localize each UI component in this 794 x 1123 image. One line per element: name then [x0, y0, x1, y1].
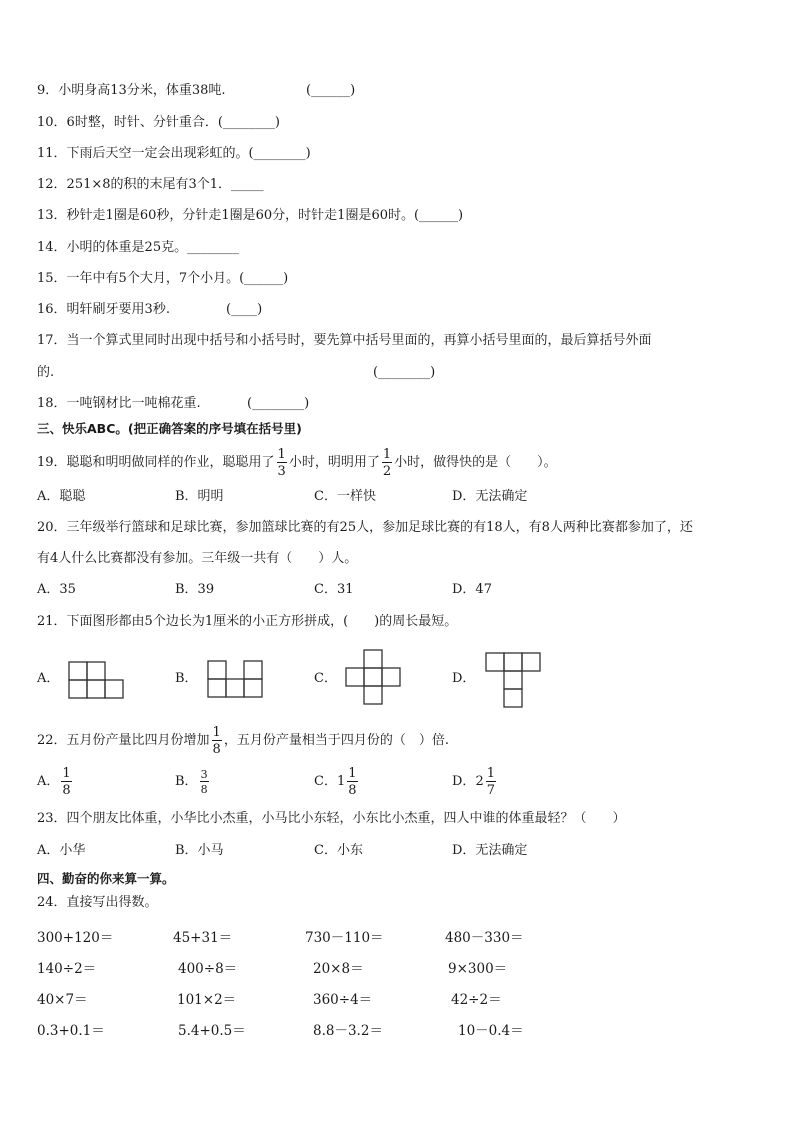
calc-item: 300+120＝ [37, 930, 114, 946]
option-d-label[interactable]: D． [452, 671, 476, 686]
answer-blank[interactable]: (________) [247, 396, 310, 411]
fraction: $\frac{1}{8}$ [62, 765, 71, 798]
fraction: $\frac{1}{8}$ [212, 724, 221, 757]
calc-item: 140÷2＝ [37, 961, 97, 977]
answer-blank[interactable]: (________) [373, 365, 436, 380]
question-20: 20．三年级举行篮球和足球比赛，参加篮球比赛的有25人，参加足球比赛的有18人，有8人两种比赛都参加了，还 [37, 520, 693, 535]
fraction: $\frac{1}{8}$ [348, 765, 357, 798]
calc-item: 5.4+0.5＝ [178, 1023, 246, 1039]
calc-item: 8.8－3.2＝ [313, 1023, 383, 1039]
calc-item: 730－110＝ [305, 930, 384, 946]
answer-blank[interactable]: (______) [306, 83, 356, 98]
calc-item: 40×7＝ [37, 992, 88, 1008]
section-title: 四、勤奋的你来算一算。 [37, 871, 175, 886]
shape-c[interactable] [345, 649, 403, 709]
calc-item: 42÷2＝ [451, 992, 502, 1008]
option-c[interactable]: C．31 [314, 582, 354, 597]
option-d[interactable]: D．2 $\frac{1}{7}$ [452, 765, 495, 798]
option-a[interactable]: A． $\frac{1}{8}$ [37, 765, 71, 798]
calc-item: 0.3+0.1＝ [37, 1023, 105, 1039]
calc-item: 20×8＝ [313, 961, 364, 977]
option-a[interactable]: A．聪聪 [37, 489, 86, 504]
option-c[interactable]: C．1 $\frac{1}{8}$ [314, 765, 357, 798]
option-c[interactable]: C．小东 [314, 843, 363, 858]
question-text: 22．五月份产量比四月份增加 [37, 733, 210, 748]
fraction: $\frac{3}{8}$ [200, 767, 208, 796]
question-13: 13．秒针走1圈是60秒，分针走1圈是60分，时针走1圈是60时。(______) [37, 208, 464, 223]
question-17-cont: 的. [37, 365, 55, 380]
question-17: 17．当一个算式里同时出现中括号和小括号时，要先算中括号里面的，再算小括号里面的，最后算括号外面 [37, 333, 652, 348]
option-b[interactable]: B． $\frac{3}{8}$ [175, 767, 208, 796]
calc-item: 9×300＝ [448, 961, 508, 977]
question-10: 10．6时整，时针、分针重合．(________) [37, 115, 280, 130]
question-24: 24．直接写出得数。 [37, 895, 158, 910]
calc-item: 360÷4＝ [313, 992, 373, 1008]
fraction: $\frac{1}{2}$ [382, 446, 392, 479]
question-20-cont: 有4人什么比赛都没有参加。三年级一共有（ ）人。 [37, 551, 358, 566]
question-21: 21．下面图形都由5个边长为1厘米的小正方形拼成，( )的周长最短。 [37, 614, 458, 629]
option-d[interactable]: D．无法确定 [452, 843, 528, 858]
question-16: 16．明轩刷牙要用3秒. [37, 302, 170, 317]
question-12: 12．251×8的积的末尾有3个1．_____ [37, 177, 264, 192]
calc-item: 480－330＝ [445, 930, 524, 946]
shape-a[interactable] [68, 661, 126, 703]
answer-blank[interactable]: (____) [226, 302, 263, 317]
shape-d[interactable] [485, 652, 543, 712]
option-b[interactable]: B．明明 [175, 489, 224, 504]
question-text: ，五月份产量相当于四月份的（ ）倍. [223, 733, 449, 748]
shape-b[interactable] [207, 660, 265, 702]
fraction: $\frac{1}{7}$ [486, 765, 495, 798]
option-c-label[interactable]: C． [314, 671, 337, 686]
option-b-label[interactable]: B． [175, 671, 198, 686]
calc-item: 400÷8＝ [178, 961, 238, 977]
calc-item: 101×2＝ [177, 992, 237, 1008]
question-text: 小时，明明用了 [288, 455, 380, 470]
whole-number: 2 [475, 774, 484, 789]
question-11: 11．下雨后天空一定会出现彩虹的。(________) [37, 146, 311, 161]
calc-item: 10－0.4＝ [458, 1023, 524, 1039]
question-22 [37, 722, 449, 760]
option-a-label[interactable]: A． [37, 671, 60, 686]
option-c[interactable]: C．一样快 [314, 489, 376, 504]
question-15: 15．一年中有5个大月，7个小月。(______) [37, 271, 289, 286]
whole-number: 1 [336, 774, 346, 789]
question-19 [37, 444, 557, 482]
option-b[interactable]: B．39 [175, 582, 215, 597]
question-23: 23．四个朋友比体重，小华比小杰重，小马比小东轻，小东比小杰重，四人中谁的体重最轻？（ ） [37, 811, 626, 826]
option-d[interactable]: D．47 [452, 582, 492, 597]
section-title: 三、快乐ABC。(把正确答案的序号填在括号里) [37, 421, 302, 436]
question-text: 19．聪聪和明明做同样的作业，聪聪用了 [37, 455, 275, 470]
question-text: 9．小明身高13分米，体重38吨. [37, 83, 226, 98]
question-9 [37, 83, 226, 99]
fraction: $\frac{1}{3}$ [277, 446, 286, 479]
question-18: 18．一吨钢材比一吨棉花重. [37, 396, 201, 411]
option-b[interactable]: B．小马 [175, 843, 224, 858]
question-14: 14．小明的体重是25克。________ [37, 240, 240, 255]
option-d[interactable]: D．无法确定 [452, 489, 528, 504]
question-text: 小时，做得快的是（ ）。 [394, 455, 557, 470]
calc-item: 45+31＝ [173, 930, 233, 946]
option-a[interactable]: A．35 [37, 582, 76, 597]
option-a[interactable]: A．小华 [37, 843, 86, 858]
